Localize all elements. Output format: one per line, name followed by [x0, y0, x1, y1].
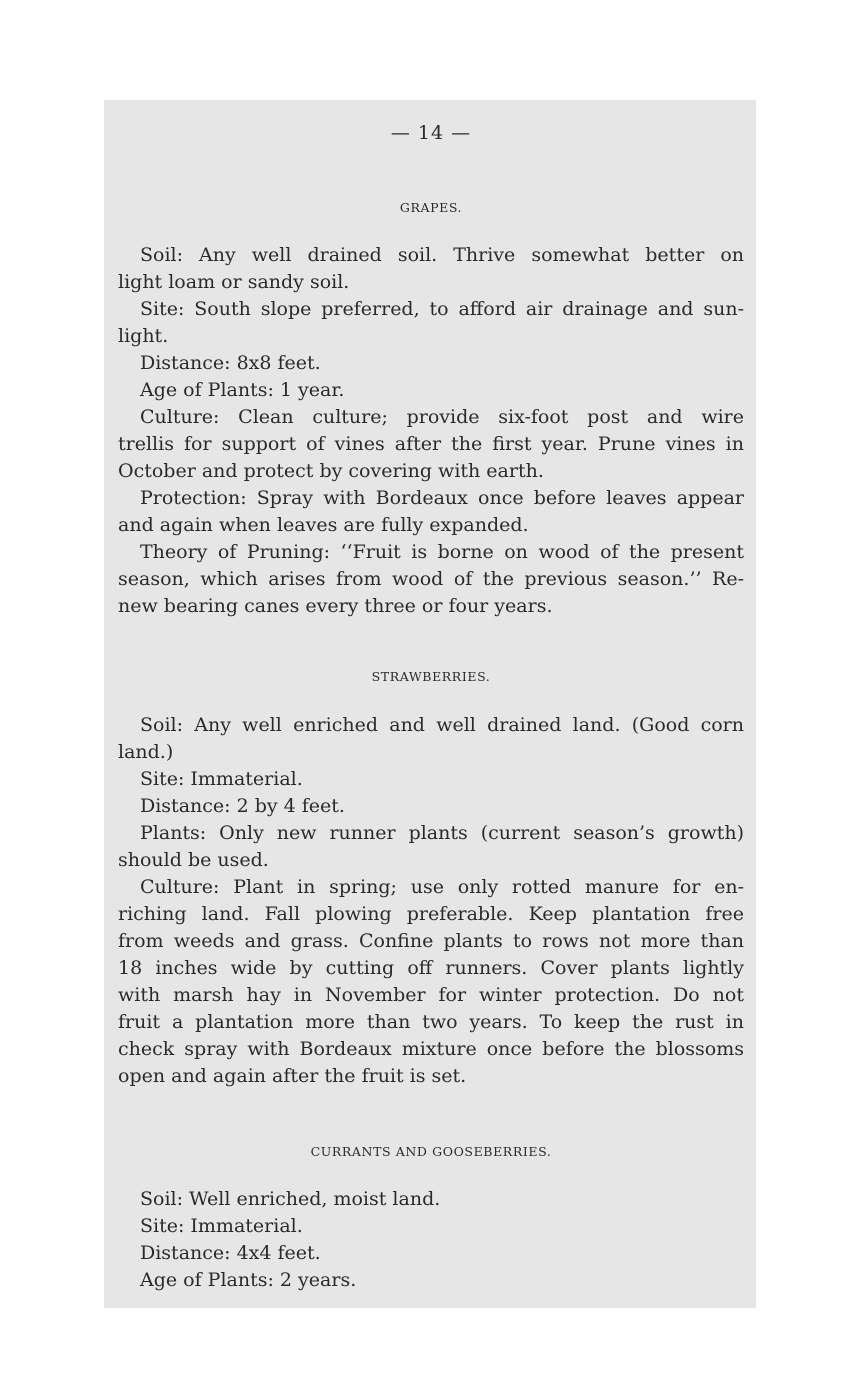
currants-line: Site: Immaterial. — [140, 1215, 303, 1237]
grapes-line: Culture: Clean culture; provide six-foot post and wire — [140, 406, 744, 428]
currants-line: Distance: 4x4 feet. — [140, 1242, 321, 1264]
strawberries-line: open and again after the fruit is set. — [118, 1065, 467, 1087]
strawberries-line: from weeds and grass. Confine plants to rows not more than — [118, 930, 744, 952]
strawberries-line: land.) — [118, 741, 174, 763]
grapes-line: Distance: 8x8 feet. — [140, 352, 321, 374]
page-number: — 14 — — [390, 122, 472, 144]
section-heading-strawberries: STRAWBERRIES. — [371, 669, 491, 684]
strawberries-line: Site: Immaterial. — [140, 768, 303, 790]
strawberries-line: Distance: 2 by 4 feet. — [140, 795, 345, 817]
section-heading-currants: CURRANTS AND GOOSEBERRIES. — [310, 1144, 552, 1159]
strawberries-line: riching land. Fall plowing preferable. Keep plantation free — [118, 903, 744, 925]
grapes-line: season, which arises from wood of the previous season.’’ Re- — [118, 568, 744, 590]
strawberries-line: fruit a plantation more than two years. To keep the rust in — [118, 1011, 744, 1033]
grapes-line: light. — [118, 325, 169, 347]
strawberries-line: with marsh hay in November for winter protection. Do not — [118, 984, 744, 1006]
strawberries-line: should be used. — [118, 849, 269, 871]
strawberries-line: Culture: Plant in spring; use only rotted manure for en- — [140, 876, 744, 898]
grapes-line: October and protect by covering with earth. — [118, 460, 544, 482]
grapes-line: and again when leaves are fully expanded. — [118, 514, 529, 536]
grapes-line: Protection: Spray with Bordeaux once before leaves appear — [140, 487, 744, 509]
grapes-line: Soil: Any well drained soil. Thrive somewhat better on — [140, 244, 744, 266]
strawberries-line: 18 inches wide by cutting off runners. Cover plants lightly — [118, 957, 744, 979]
grapes-line: light loam or sandy soil. — [118, 271, 350, 293]
strawberries-line: Soil: Any well enriched and well drained land. (Good corn — [140, 714, 744, 736]
strawberries-line: check spray with Bordeaux mixture once before the blossoms — [118, 1038, 744, 1060]
currants-line: Age of Plants: 2 years. — [140, 1269, 357, 1291]
grapes-line: Site: South slope preferred, to afford air drainage and sun- — [140, 298, 744, 320]
grapes-line: trellis for support of vines after the first year. Prune vines in — [118, 433, 744, 455]
grapes-line: new bearing canes every three or four years. — [118, 595, 553, 617]
book-page — [104, 100, 756, 1308]
grapes-line: Age of Plants: 1 year. — [140, 379, 345, 401]
grapes-line: Theory of Pruning: ‘‘Fruit is borne on wood of the present — [140, 541, 744, 563]
currants-line: Soil: Well enriched, moist land. — [140, 1188, 441, 1210]
section-heading-grapes: GRAPES. — [399, 200, 463, 215]
strawberries-line: Plants: Only new runner plants (current season’s growth) — [140, 822, 744, 844]
